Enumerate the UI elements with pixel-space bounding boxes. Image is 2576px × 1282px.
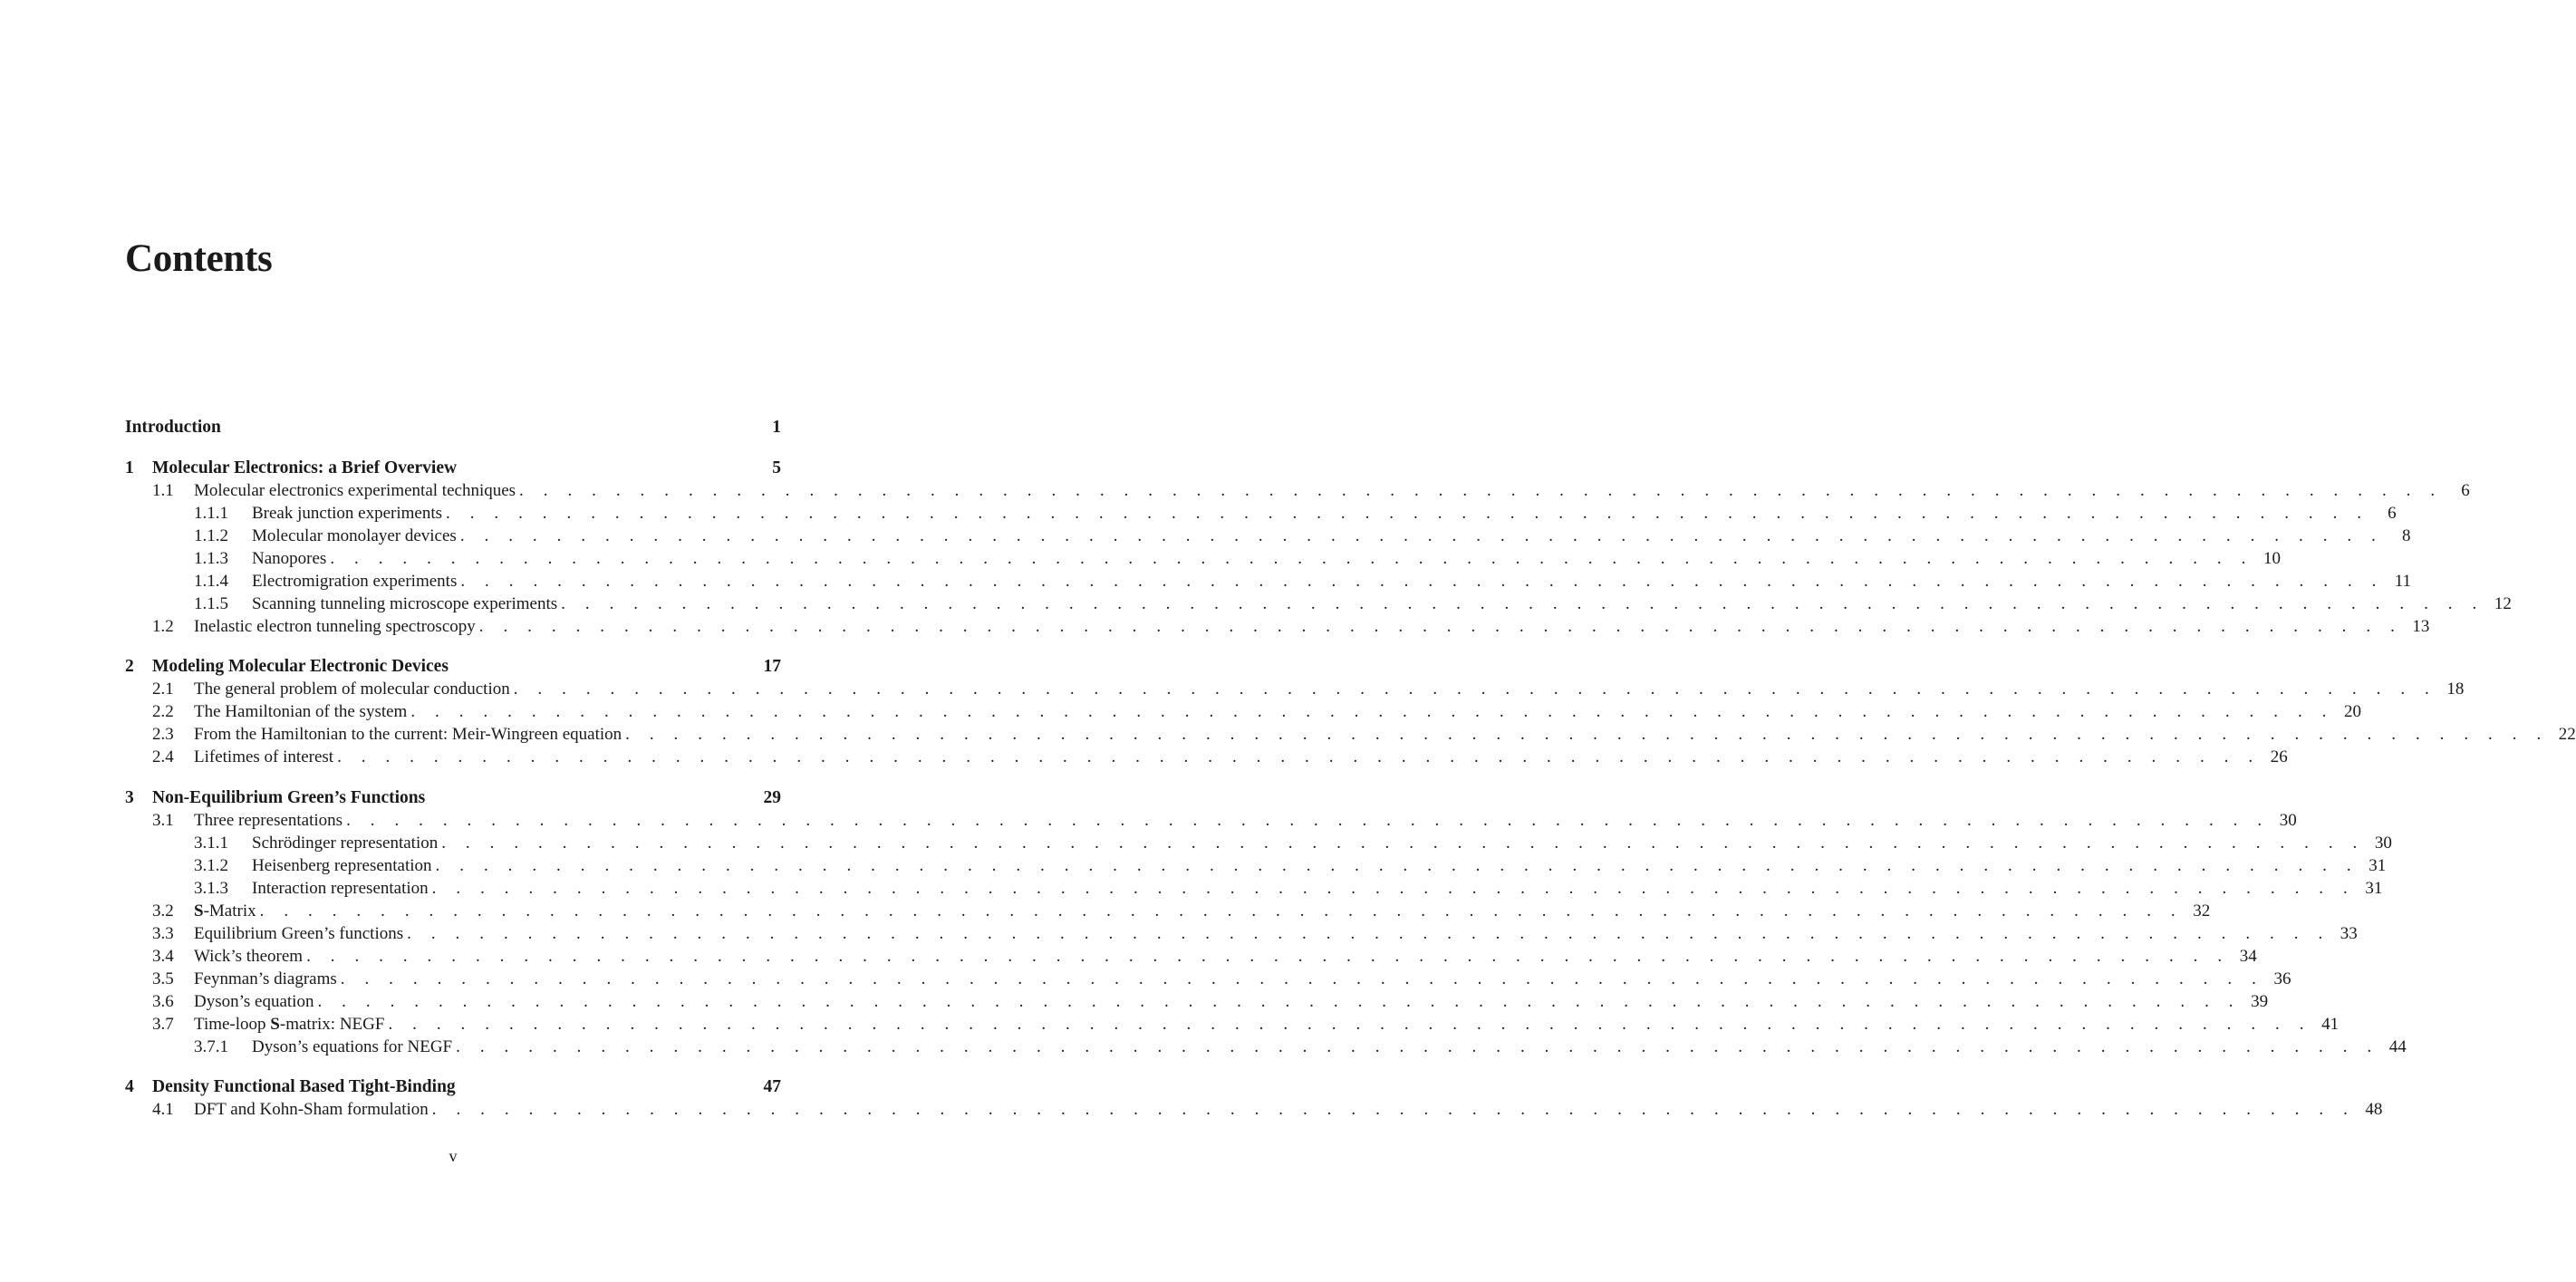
toc-page-number: 30: [2374, 834, 2392, 853]
toc-entry-title: DFT and Kohn-Sham formulation: [194, 1100, 429, 1119]
toc-entry-title: S-Matrix: [194, 901, 256, 921]
toc-entry-title: Introduction: [125, 418, 221, 437]
toc-page-number: 11: [2394, 572, 2411, 591]
toc-dot-leader: . . . . . . . . . . . . . . . . . . . . . . . . . . . . . . . . . . . . . . . . . . . . . . . . . . . . . . . . . . . . . . . . . . . . . . . . . . . . . . . .: [431, 1100, 2356, 1119]
toc-chapter-entry[interactable]: [125, 786, 781, 809]
toc-page-number: 26: [2270, 747, 2288, 766]
toc-entry-title: Molecular electronics experimental techniques: [194, 481, 516, 500]
toc-entry-number: 3.7: [152, 1015, 174, 1034]
toc-section-entry[interactable]: [125, 945, 2257, 968]
toc-page-number: 31: [2365, 879, 2383, 898]
toc-subsection-entry[interactable]: [125, 877, 2383, 900]
toc-dot-leader: . . . . . . . . . . . . . . . . . . . . . . . . . . . . . . . . . . . . . . . . . . . . . . . . . . . . . . . . . . . . . . . . . . . . . . . . . . . . . . . .: [431, 879, 2356, 898]
toc-page-number: 36: [2273, 969, 2291, 988]
toc-subsection-entry[interactable]: [125, 502, 2397, 525]
toc-page-number: 29: [763, 788, 781, 807]
toc-dot-leader: . . . . . . . . . . . . . . . . . . . . . . . . . . . . . . . . . . . . . . . . . . . . . . . . . . . . . . . . . . . . . . . . . . . . . . . . . . . . . . . .: [346, 811, 2270, 830]
toc-dot-leader: . . . . . . . . . . . . . . . . . . . . . . . . . . . . . . . . . . . . . . . . . . . . . . . . . . . . . . . . . . . . . . . . . . . . . . . . . . . . . . . .: [513, 680, 2437, 699]
toc-entry-number: 3.1.3: [194, 879, 228, 898]
toc-entry-number: 3.4: [152, 947, 174, 966]
toc-page-number: 34: [2239, 947, 2257, 966]
toc-dot-leader: . . . . . . . . . . . . . . . . . . . . . . . . . . . . . . . . . . . . . . . . . . . . . . . . . . . . . . . . . . . . . . . . . . . . . . . . . . . . . . . .: [446, 504, 2369, 523]
toc-entry-title: The Hamiltonian of the system: [194, 702, 408, 721]
toc-entry-title: Lifetimes of interest: [194, 747, 334, 766]
toc-page-number: 44: [2388, 1037, 2407, 1056]
toc-entry-title: Modeling Molecular Electronic Devices: [152, 657, 449, 676]
toc-entry-number: 3.1.1: [194, 834, 228, 853]
toc-dot-leader: . . . . . . . . . . . . . . . . . . . . . . . . . . . . . . . . . . . . . . . . . . . . . . . . . . . . . . . . . . . . . . . . . . . . . . . . . . . . . . . .: [340, 969, 2264, 988]
toc-entry-number: 2.2: [152, 702, 174, 721]
toc-section-entry[interactable]: [125, 1013, 2340, 1036]
table-of-contents: [125, 0, 2576, 1282]
toc-entry-number: 1.1.2: [194, 526, 228, 545]
toc-dot-leader: . . . . . . . . . . . . . . . . . . . . . . . . . . . . . . . . . . . . . . . . . . . . . . . . . . . . . . . . . . . . . . . . . . . . . . . . . . . . . . . .: [459, 526, 2384, 545]
toc-entry-number: 2.3: [152, 725, 174, 744]
toc-chapter-entry[interactable]: [125, 1075, 781, 1098]
page-number-footer: v: [449, 1147, 458, 1165]
toc-page-number: 6: [2461, 481, 2470, 500]
toc-entry-number: 2.4: [152, 747, 174, 766]
toc-section-entry[interactable]: [125, 479, 2470, 502]
toc-section-entry[interactable]: [125, 615, 2430, 638]
toc-page-number: 17: [763, 657, 781, 676]
toc-entry-title: Three representations: [194, 811, 343, 830]
toc-chapter-entry[interactable]: [125, 655, 781, 678]
toc-page-number: 6: [2388, 504, 2397, 523]
toc-entry-title: Density Functional Based Tight-Binding: [152, 1077, 456, 1096]
toc-dot-leader: . . . . . . . . . . . . . . . . . . . . . . . . . . . . . . . . . . . . . . . . . . . . . . . . . . . . . . . . . . . . . . . . . . . . . . . . . . . . . . . .: [259, 901, 2184, 921]
toc-entry-number: 3.7.1: [194, 1037, 228, 1056]
toc-entry-number: 4.1: [152, 1100, 174, 1119]
toc-dot-leader: . . . . . . . . . . . . . . . . . . . . . . . . . . . . . . . . . . . . . . . . . . . . . . . . . . . . . . . . . . . . . . . . . . . . . . . . . . . . . . . .: [337, 747, 2261, 766]
toc-page-number: 8: [2401, 526, 2411, 545]
toc-section-entry[interactable]: [125, 746, 2288, 768]
toc-page-number: 47: [763, 1077, 781, 1096]
toc-entry-number: 3.1.2: [194, 856, 228, 875]
toc-subsection-entry[interactable]: [125, 525, 2411, 547]
toc-entry-number: 2.1: [152, 680, 174, 699]
page-title: Contents: [125, 237, 273, 280]
toc-entry-title: Nanopores: [252, 549, 327, 568]
toc-subsection-entry[interactable]: [125, 854, 2387, 877]
toc-page-number: 48: [2365, 1100, 2383, 1119]
toc-subsection-entry[interactable]: [125, 1036, 2407, 1058]
toc-page-number: 41: [2321, 1015, 2340, 1034]
toc-dot-leader: . . . . . . . . . . . . . . . . . . . . . . . . . . . . . . . . . . . . . . . . . . . . . . . . . . . . . . . . . . . . . . . . . . . . . . . . . . . . . . . .: [460, 572, 2384, 591]
toc-entry-number: 1.1.5: [194, 594, 228, 613]
toc-page-number: 32: [2193, 901, 2211, 921]
toc-section-entry[interactable]: [125, 700, 2361, 723]
toc-subsection-entry[interactable]: [125, 547, 2281, 570]
toc-entry-title: Molecular monolayer devices: [252, 526, 457, 545]
toc-entry-title: Break junction experiments: [252, 504, 442, 523]
toc-entry-number: 2: [125, 657, 134, 676]
toc-dot-leader: . . . . . . . . . . . . . . . . . . . . . . . . . . . . . . . . . . . . . . . . . . . . . . . . . . . . . . . . . . . . . . . . . . . . . . . . . . . . . . . .: [410, 702, 2334, 721]
toc-entry-title: Molecular Electronics: a Brief Overview: [152, 458, 458, 477]
toc-page-number: 31: [2369, 856, 2387, 875]
toc-entry-title: From the Hamiltonian to the current: Meir-Wingreen equation: [194, 725, 622, 744]
toc-page-number: 33: [2340, 924, 2358, 943]
toc-chapter-entry[interactable]: [125, 416, 781, 439]
toc-section-entry[interactable]: [125, 723, 2576, 746]
toc-dot-leader: . . . . . . . . . . . . . . . . . . . . . . . . . . . . . . . . . . . . . . . . . . . . . . . . . . . . . . . . . . . . . . . . . . . . . . . . . . . . . . . .: [519, 481, 2443, 500]
toc-dot-leader: . . . . . . . . . . . . . . . . . . . . . . . . . . . . . . . . . . . . . . . . . . . . . . . . . . . . . . . . . . . . . . . . . . . . . . . . . . . . . . . .: [407, 924, 2330, 943]
toc-page-number: 5: [772, 458, 781, 477]
toc-section-entry[interactable]: [125, 678, 2465, 700]
toc-page-number: 10: [2262, 549, 2281, 568]
toc-entry-number: 3.3: [152, 924, 174, 943]
toc-page-number: 39: [2251, 992, 2269, 1011]
toc-entry-title: Feynman’s diagrams: [194, 969, 337, 988]
toc-entry-title: Dyson’s equations for NEGF: [252, 1037, 453, 1056]
toc-dot-leader: . . . . . . . . . . . . . . . . . . . . . . . . . . . . . . . . . . . . . . . . . . . . . . . . . . . . . . . . . . . . . . . . . . . . . . . . . . . . . . . .: [317, 992, 2242, 1011]
toc-section-entry[interactable]: [125, 809, 2297, 832]
toc-entry-title: Interaction representation: [252, 879, 429, 898]
toc-entry-title: Equilibrium Green’s functions: [194, 924, 404, 943]
toc-chapter-entry[interactable]: [125, 457, 781, 479]
toc-entry-title: Time-loop S-matrix: NEGF: [194, 1015, 385, 1034]
toc-section-entry[interactable]: [125, 990, 2269, 1013]
toc-entry-number: 1.1.3: [194, 549, 228, 568]
toc-page-number: 22: [2558, 725, 2576, 744]
toc-section-entry[interactable]: [125, 968, 2291, 990]
toc-page-number: 13: [2412, 617, 2430, 636]
toc-dot-leader: . . . . . . . . . . . . . . . . . . . . . . . . . . . . . . . . . . . . . . . . . . . . . . . . . . . . . . . . . . . . . . . . . . . . . . . . . . . . . . . .: [388, 1015, 2312, 1034]
toc-dot-leader: . . . . . . . . . . . . . . . . . . . . . . . . . . . . . . . . . . . . . . . . . . . . . . . . . . . . . . . . . . . . . . . . . . . . . . . . . . . . . . . .: [441, 834, 2365, 853]
toc-entry-number: 1.1: [152, 481, 174, 500]
toc-section-entry[interactable]: [125, 900, 2211, 922]
toc-subsection-entry[interactable]: [125, 593, 2512, 615]
toc-dot-leader: . . . . . . . . . . . . . . . . . . . . . . . . . . . . . . . . . . . . . . . . . . . . . . . . . . . . . . . . . . . . . . . . . . . . . . . . . . . . . . . .: [435, 856, 2359, 875]
toc-dot-leader: . . . . . . . . . . . . . . . . . . . . . . . . . . . . . . . . . . . . . . . . . . . . . . . . . . . . . . . . . . . . . . . . . . . . . . . . . . . . . . . .: [306, 947, 2230, 966]
toc-entry-title: Scanning tunneling microscope experiments: [252, 594, 558, 613]
toc-page-number: 12: [2494, 594, 2512, 613]
toc-page-number: 20: [2344, 702, 2361, 721]
toc-entry-number: 3.6: [152, 992, 174, 1011]
toc-entry-number: 3: [125, 788, 134, 807]
toc-page-number: 18: [2446, 680, 2465, 699]
toc-dot-leader: . . . . . . . . . . . . . . . . . . . . . . . . . . . . . . . . . . . . . . . . . . . . . . . . . . . . . . . . . . . . . . . . . . . . . . . . . . . . . . . .: [625, 725, 2549, 744]
toc-entry-number: 3.5: [152, 969, 174, 988]
toc-entry-title: Dyson’s equation: [194, 992, 314, 1011]
toc-entry-title: Electromigration experiments: [252, 572, 458, 591]
toc-entry-title: Inelastic electron tunneling spectroscopy: [194, 617, 476, 636]
toc-entry-title: Schrödinger representation: [252, 834, 439, 853]
toc-subsection-entry[interactable]: [125, 832, 2392, 854]
toc-dot-leader: . . . . . . . . . . . . . . . . . . . . . . . . . . . . . . . . . . . . . . . . . . . . . . . . . . . . . . . . . . . . . . . . . . . . . . . . . . . . . . . .: [478, 617, 2403, 636]
toc-page-number: 30: [2279, 811, 2297, 830]
toc-dot-leader: . . . . . . . . . . . . . . . . . . . . . . . . . . . . . . . . . . . . . . . . . . . . . . . . . . . . . . . . . . . . . . . . . . . . . . . . . . . . . . . .: [456, 1037, 2379, 1056]
toc-page-number: 1: [772, 418, 781, 437]
toc-entry-title: Heisenberg representation: [252, 856, 432, 875]
toc-entry-title: Non-Equilibrium Green’s Functions: [152, 788, 426, 807]
toc-section-entry[interactable]: [125, 1098, 2383, 1121]
toc-entry-number: 1.2: [152, 617, 174, 636]
toc-entry-number: 3.2: [152, 901, 174, 921]
toc-entry-number: 1.1.1: [194, 504, 228, 523]
toc-dot-leader: . . . . . . . . . . . . . . . . . . . . . . . . . . . . . . . . . . . . . . . . . . . . . . . . . . . . . . . . . . . . . . . . . . . . . . . . . . . . . . . .: [330, 549, 2253, 568]
toc-entry-title: Wick’s theorem: [194, 947, 304, 966]
toc-entry-title: The general problem of molecular conduction: [194, 680, 510, 699]
toc-entry-number: 4: [125, 1077, 134, 1096]
toc-entry-number: 3.1: [152, 811, 174, 830]
toc-dot-leader: . . . . . . . . . . . . . . . . . . . . . . . . . . . . . . . . . . . . . . . . . . . . . . . . . . . . . . . . . . . . . . . . . . . . . . . . . . . . . . . .: [561, 594, 2484, 613]
toc-entry-number: 1: [125, 458, 134, 477]
toc-entry-number: 1.1.4: [194, 572, 228, 591]
toc-section-entry[interactable]: [125, 922, 2358, 945]
toc-subsection-entry[interactable]: [125, 570, 2411, 593]
